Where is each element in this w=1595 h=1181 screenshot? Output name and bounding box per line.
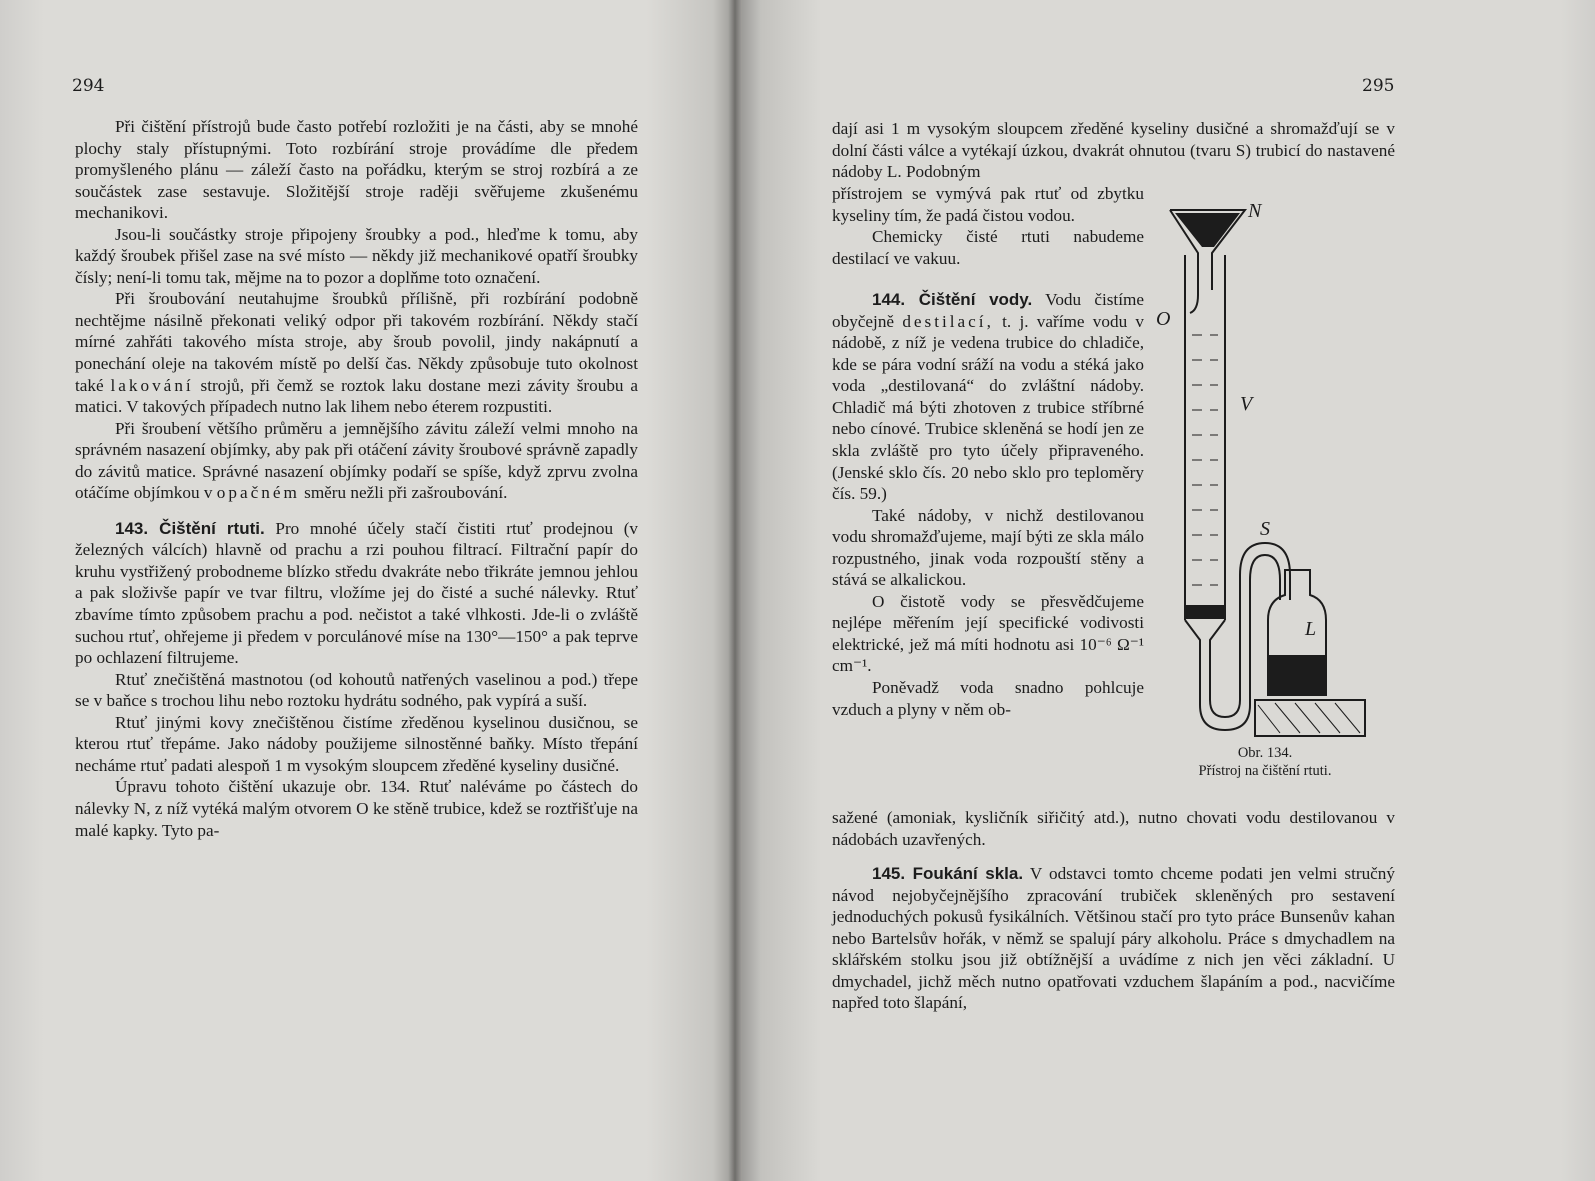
- page-number-right: 295: [1362, 76, 1395, 96]
- paragraph: Poněvadž voda snadno pohlcuje vzduch a plyny v něm ob-: [832, 678, 1144, 719]
- bottle-mercury: [1269, 655, 1325, 694]
- section-145: 145. Foukání skla. V odstavci tomto chceme podati jen velmi stručný návod nejobyčejnějšího zpracování trubiček skleněných pro sestavení jednoduchých pokusů fysikálních. Většinou stačí pro tyto práce Bunsenův kahan nebo Bartelsův hořák, v němž se spalují páry alkoholu. Práce s dmychadlem na sklářském stolku jsou již obtížnější a uvádíme z nich jen věci základní. U dmychadel, jichž měch nutno opatřovati vzduchem šlapáním a pod., nacvičíme napřed toto šlapání,: [832, 864, 1395, 1013]
- paragraph: Úpravu tohoto čištění ukazuje obr. 134. Rtuť naléváme po částech do nálevky N, z níž vytéká malým otvorem O ke stěně trubice, kdež se roztřišťuje na malé kapky. Tyto pa-: [75, 777, 638, 840]
- figure-label-L: L: [1305, 618, 1317, 640]
- figure-label-N: N: [1248, 200, 1262, 222]
- paragraph: Také nádoby, v nichž destilovanou vodu shromažďujeme, mají býti ze skla málo rozpustného, jinak voda rozpouští stěny a stává se alkalickou.: [832, 505, 1144, 590]
- base-block: [1255, 700, 1365, 736]
- figure-caption-text: Přístroj na čištění rtuti.: [1198, 763, 1332, 779]
- paragraph: Rtuť znečištěná mastnotou (od kohoutů natřených vaselinou a pod.) třepe se v baňce s trochou lihu nebo roztoku hydrátu sodného, pak vypírá a suší.: [75, 669, 638, 711]
- figure-caption: [1165, 744, 1365, 780]
- left-page-text: [75, 116, 638, 841]
- book-gutter: [728, 0, 742, 1181]
- paragraph: Chemicky čisté rtuti nabudeme destilací ve vakuu.: [832, 227, 1144, 268]
- right-page-wrapped-text: [832, 183, 1144, 720]
- paragraph: Při čištění přístrojů bude často potřebí rozložiti je na části, aby se mnohé plochy staly přístupnými. Toto rozbírání stroje provádíme dle předem promyšleného plánu — záleží často na pořádku, kterým se stroj rozbírá a ze součástek zase sestavuje. Složitější stroje raději svěřujeme zkušenému mechanikovi.: [75, 117, 638, 223]
- right-page-top-text: [832, 118, 1395, 183]
- cylinder-mercury: [1186, 605, 1224, 619]
- paragraph: Při šroubení většího průměru a jemnějšího závitu záleží velmi mnoho na správném nasazení objímky, aby pak při otáčení závity šroubové správně zapadly do závitů matice. Správné nasazení objímky podaří se spíše, když zprvu zvolna otáčíme objímkou v opačném směru nežli při zašroubování.: [75, 418, 638, 503]
- section-heading: 144. Čištění vody.: [872, 290, 1033, 310]
- section-heading: 143. Čištění rtuti.: [115, 518, 265, 538]
- paragraph: přístrojem se vymývá pak rtuť od zbytku kyseliny tím, že padá čistou vodou.: [832, 184, 1144, 225]
- section-heading: 145. Foukání skla.: [872, 864, 1024, 884]
- spaced-emphasis: lakování: [110, 375, 194, 395]
- paragraph: Jsou-li součástky stroje připojeny šroubky a pod., hleďme k tomu, aby každý šroubek přišel zase na své místo — někdy již mechanikové opatří šroubky čísly; není-li tomu tak, mějme na to pozor a doplňme toto označení.: [75, 224, 638, 287]
- section-143: 143. Čištění rtuti. Pro mnohé účely stačí čistiti rtuť prodejnou (v železných válcích) hlavně od prachu a rzi pouhou filtrací. Filtrační papír do kruhu vystřižený probodneme blízko středu dvakráte nebo třikráte jemnou jehlou a pak složivše papír ve tvar filtru, vložíme jej do čisté a suché nálevky. Rtuť zbavíme tímto způsobem prachu a pod. nečistot a také vlhkosti. Jde-li o zvláště suchou rtuť, ohřejeme ji předem v porculánové míse na 130°—150° a pak teprve po ochlazení filtrujeme.: [75, 518, 639, 668]
- paragraph: Rtuť jinými kovy znečištěnou čistíme zředěnou kyselinou dusičnou, se kterou rtuť třepáme. Jako nádoby použijeme silnostěnné baňky. Místo třepání necháme rtuť padati alespoň 1 m vysokým sloupcem zředěné kyseliny dusičné.: [75, 712, 638, 775]
- spaced-emphasis: destilací,: [902, 311, 994, 331]
- figure-label-V: V: [1240, 393, 1253, 415]
- page-number-left: 294: [72, 76, 105, 96]
- paragraph: sažené (amoniak, kysličník siřičitý atd.), nutno chovati vodu destilovanou v nádobách uzavřených.: [832, 808, 1395, 849]
- section-144: 144. Čištění vody. Vodu čistíme obyčejně destilací, t. j. vaříme vodu v nádobě, z níž je vedena trubice do chladiče, kde se pára vodní sráží na vodu a stéká jako voda „destilovaná“ do zvláštní nádoby. Chladič má býti zhotoven z trubice stříbrné nebo cínové. Trubice skleněná se hodí jen ze skla zvláště pro tyto účely připraveného. (Jenské sklo čís. 20 nebo sklo pro teploměry čís. 59.): [832, 290, 1145, 504]
- paragraph: dají asi 1 m vysokým sloupcem zředěné kyseliny dusičné a shromažďují se v dolní části válce a vytékají úzkou, dvakrát ohnutou (tvaru S) trubicí do nastavené nádoby L. Podobným: [832, 119, 1395, 182]
- figure-label-S: S: [1260, 518, 1270, 540]
- figure-mercury-purifier: [1150, 195, 1380, 755]
- figure-label-O: O: [1156, 308, 1171, 330]
- figure-caption-number: Obr. 134.: [1237, 745, 1293, 761]
- s-tube: [1185, 555, 1280, 730]
- paragraph: Při šroubování neutahujme šroubků přílišně, při rozbírání podobně nechtějme násilně překonati veliký odpor při takovém rozbírání. Někdy stačí mírné zahřáti takového místa stroje, aby šroub povolil, jindy nakápnutí a ponechání oleje na takovém místě po delší čas. Někdy způsobuje tuto okolnost také lakování strojů, při čemž se roztok laku dostane mezi závity šroubu a matici. V takových případech nutno lak lihem nebo éterem rozpustiti.: [75, 289, 639, 417]
- right-page-bottom-text: [832, 807, 1395, 1014]
- spaced-emphasis: opačném: [216, 483, 300, 503]
- paragraph: O čistotě vody se přesvědčujeme nejlépe měřením její specifické vodivosti elektrické, jež má míti hodnotu asi 10⁻⁶ Ω⁻¹ cm⁻¹.: [832, 591, 1144, 676]
